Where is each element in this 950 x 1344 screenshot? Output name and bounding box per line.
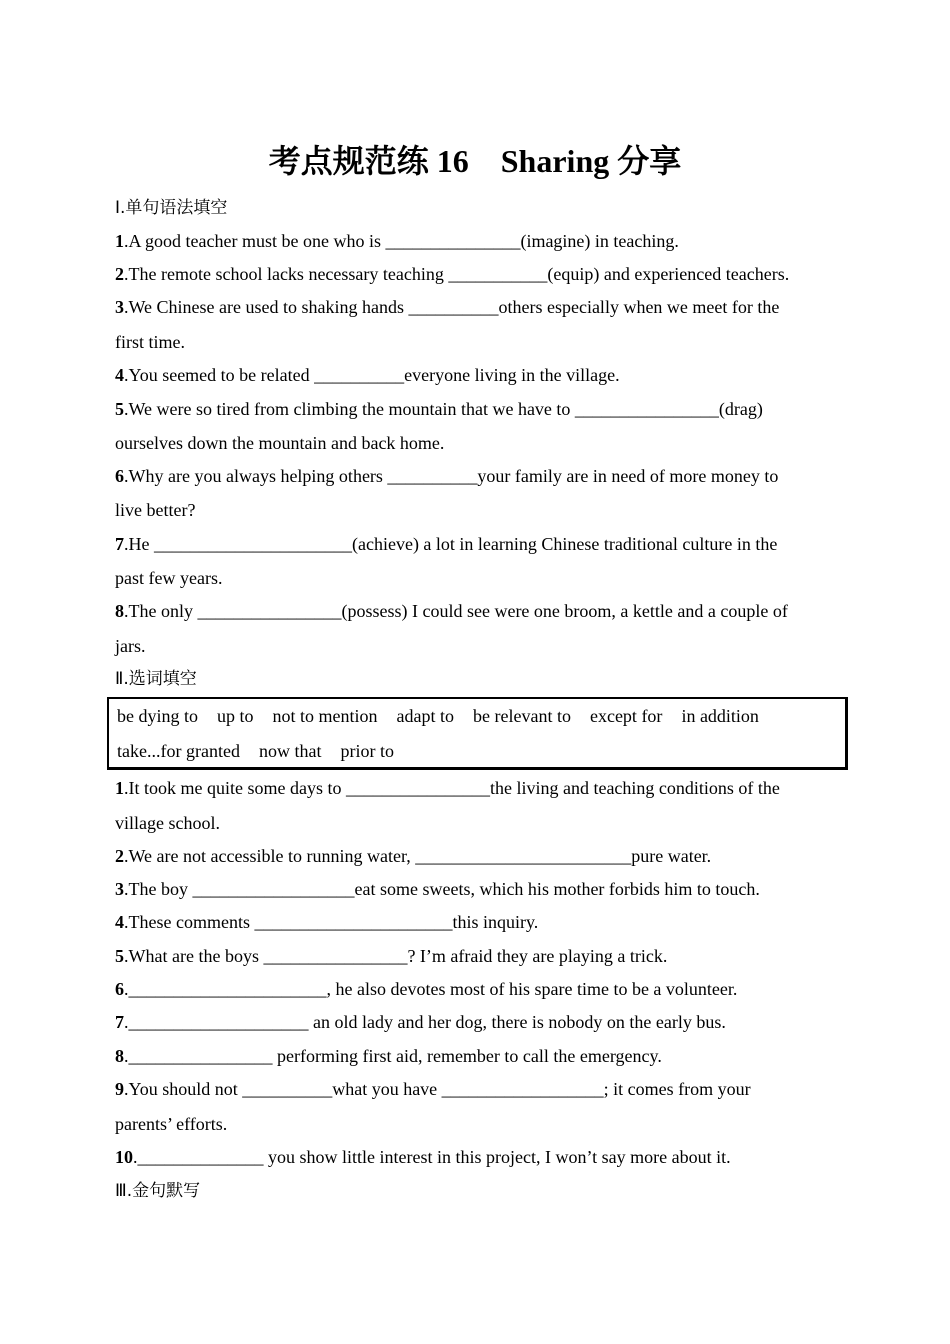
s1-item-6-cont: live better?: [115, 500, 196, 520]
word-bank-row-1: [117, 705, 778, 727]
s2-item-1: 1.It took me quite some days to ________________the living and teaching conditions of the: [115, 778, 780, 798]
section2-heading: Ⅱ.选词填空: [115, 669, 197, 689]
page-title: 考点规范练 16 Sharing 分享: [268, 143, 682, 179]
word-bank-phrase: be dying to: [117, 706, 198, 726]
word-bank-phrase: up to: [217, 706, 254, 726]
s1-item-2: 2.The remote school lacks necessary teaching ___________(equip) and experienced teachers.: [115, 264, 790, 284]
s1-item-5-cont: ourselves down the mountain and back home.: [115, 433, 445, 453]
word-bank-phrase: adapt to: [396, 706, 454, 726]
word-bank-box: [107, 697, 848, 770]
word-bank-phrase: not to mention: [272, 706, 378, 726]
word-bank-phrase: take...for granted: [117, 741, 240, 761]
word-bank-row-2: [117, 740, 413, 762]
section1-heading: Ⅰ.单句语法填空: [115, 198, 228, 218]
s2-item-9-cont: parents’ efforts.: [115, 1114, 228, 1134]
s2-item-10: 10.______________ you show little interest in this project, I won’t say more about it.: [115, 1147, 731, 1167]
s1-item-5: 5.We were so tired from climbing the mountain that we have to ________________(drag): [115, 399, 763, 419]
s2-item-4: 4.These comments ______________________this inquiry.: [115, 912, 539, 932]
s2-item-1-cont: village school.: [115, 813, 220, 833]
s1-item-8-cont: jars.: [115, 636, 146, 656]
s2-item-7: 7.____________________ an old lady and her dog, there is nobody on the early bus.: [115, 1012, 726, 1032]
word-bank-phrase: be relevant to: [473, 706, 571, 726]
s1-item-6: 6.Why are you always helping others __________your family are in need of more money to: [115, 466, 779, 486]
s1-item-3: 3.We Chinese are used to shaking hands __________others especially when we meet for the: [115, 297, 780, 317]
s1-item-3-cont: first time.: [115, 332, 185, 352]
s2-item-8: 8.________________ performing first aid, remember to call the emergency.: [115, 1046, 662, 1066]
s1-item-7-cont: past few years.: [115, 568, 223, 588]
section3-heading: Ⅲ.金句默写: [115, 1181, 201, 1201]
s2-item-9: 9.You should not __________what you have __________________; it comes from your: [115, 1079, 751, 1099]
s1-item-1: 1.A good teacher must be one who is _______________(imagine) in teaching.: [115, 231, 679, 251]
s2-item-6: 6.______________________, he also devotes most of his spare time to be a volunteer.: [115, 979, 738, 999]
s1-item-7: 7.He ______________________(achieve) a lot in learning Chinese traditional culture in the: [115, 534, 778, 554]
s2-item-3: 3.The boy __________________eat some sweets, which his mother forbids him to touch.: [115, 879, 760, 899]
s2-item-2: 2.We are not accessible to running water, ________________________pure water.: [115, 846, 712, 866]
word-bank-phrase: prior to: [340, 741, 394, 761]
word-bank-phrase: in addition: [681, 706, 759, 726]
s2-item-5: 5.What are the boys ________________? I’m afraid they are playing a trick.: [115, 946, 668, 966]
word-bank-phrase: except for: [589, 706, 663, 726]
word-bank-phrase: now that: [258, 741, 322, 761]
s1-item-8: 8.The only ________________(possess) I could see were one broom, a kettle and a couple of: [115, 601, 788, 621]
s1-item-4: 4.You seemed to be related __________everyone living in the village.: [115, 365, 620, 385]
